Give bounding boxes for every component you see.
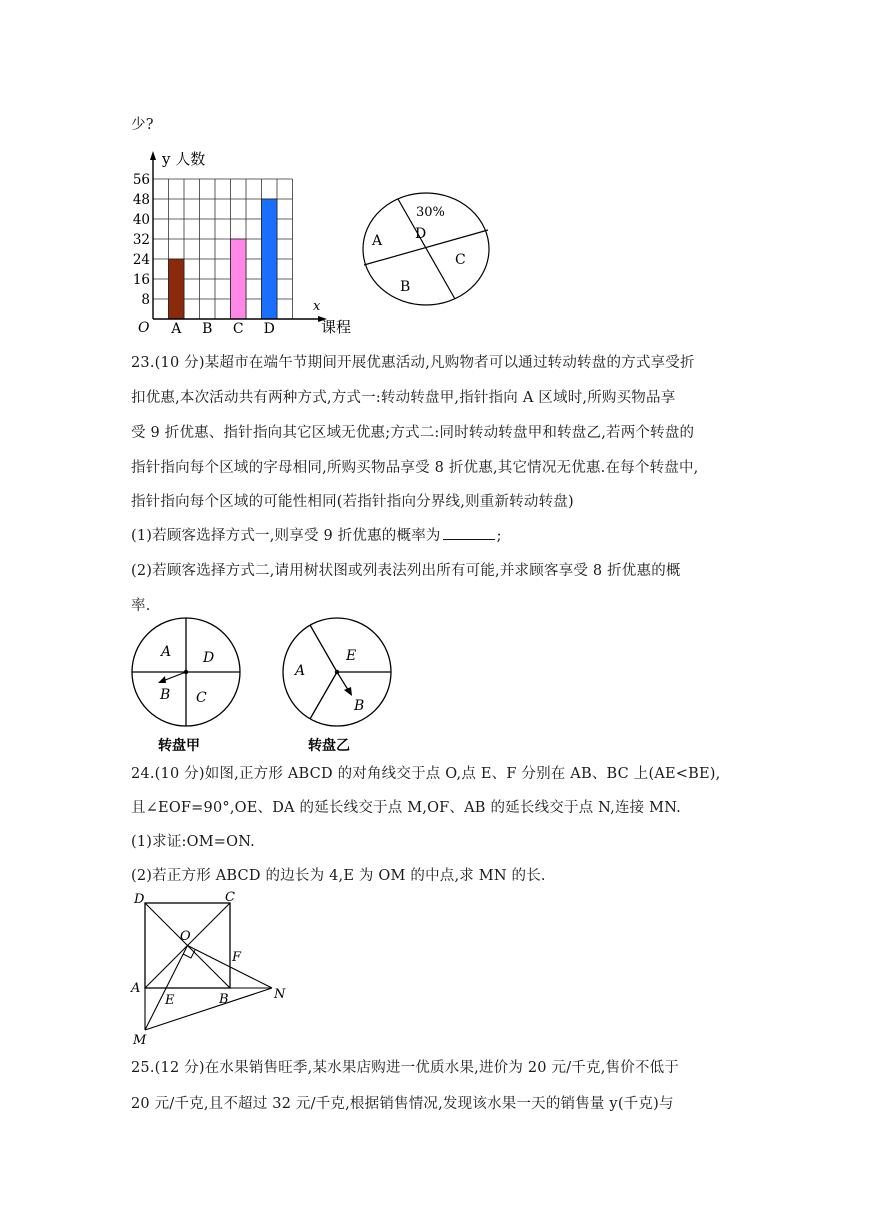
point-e: E [165, 993, 175, 1008]
question-continuation: 少? [131, 117, 154, 133]
pie-label-d: D [415, 226, 427, 242]
region-b: B [354, 698, 365, 714]
q24-part2: (2)若正方形 ABCD 的边长为 4,E 为 OM 的中点,求 MN 的长. [131, 868, 546, 884]
point-b: B [219, 992, 229, 1007]
pie-label-c: C [455, 252, 466, 268]
bar-d [262, 199, 278, 319]
pointer-arrow [158, 676, 166, 683]
region-e: E [346, 648, 357, 664]
region-a: A [161, 644, 172, 660]
origin-label: O [138, 320, 150, 336]
y-tick-label: 40 [132, 212, 150, 228]
answer-blank[interactable] [443, 527, 495, 540]
y-axis-label: y 人数 [162, 150, 206, 168]
x-tick-label: B [202, 321, 213, 337]
q23-part1-text: (1)若顾客选择方式一,则享受 9 折优惠的概率为 [131, 528, 441, 544]
pie-label-a: A [372, 233, 383, 249]
x-tick-label: A [171, 321, 182, 337]
y-tick-label: 32 [132, 232, 150, 248]
q23-line: 指针指向每个区域的可能性相同(若指针指向分界线,则重新转动转盘) [131, 494, 574, 510]
q24-part1: (1)求证:OM=ON. [131, 834, 255, 850]
q23-part1-end: ; [496, 528, 502, 544]
region-a: A [295, 663, 306, 679]
y-tick-label: 16 [132, 272, 150, 288]
q23-part2: (2)若顾客选择方式二,请用树状图或列表法列出所有可能,并求顾客享受 8 折优惠的概 [131, 563, 681, 579]
point-f: F [232, 950, 242, 965]
spinner-yi [281, 616, 396, 756]
q23-part1 [131, 524, 502, 545]
y-tick-label: 48 [132, 192, 150, 208]
q23-line: 扣优惠,本次活动共有两种方式,方式一:转动转盘甲,指针指向 A 区域时,所购买物品享 [131, 390, 676, 406]
point-a: A [131, 981, 141, 996]
y-axis-arrow [150, 151, 156, 160]
pie-percent: 30% [416, 205, 445, 220]
q23-line: 受 9 折优惠、指针指向其它区域无优惠;方式二:同时转动转盘甲和转盘乙,若两个转盘的 [131, 425, 695, 441]
point-m: M [133, 1033, 147, 1046]
q25-line: 20 元/千克,且不超过 32 元/千克,根据销售情况,发现该水果一天的销售量 y(千克)与 [131, 1096, 674, 1112]
x-axis-unit: 课程 [321, 318, 352, 336]
x-axis-var: x [313, 299, 321, 314]
region-b: B [160, 687, 171, 703]
q24-line: 24.(10 分)如图,正方形 ABCD 的对角线交于点 O,点 E、F 分别在 AB、BC 上(AE<BE), [131, 766, 721, 782]
x-tick-label: D [263, 321, 275, 337]
bar-chart [120, 142, 360, 342]
q23-line: 指针指向每个区域的字母相同,所购买物品享受 8 折优惠,其它情况无优惠.在每个转盘中, [131, 460, 699, 476]
pie-label-b: B [400, 279, 411, 295]
bar-a [169, 259, 185, 319]
point-d: D [134, 892, 145, 907]
spinner-jia [130, 616, 245, 756]
q24-line: 且∠EOF=90°,OE、DA 的延长线交于点 M,OF、AB 的延长线交于点 N,连接 MN. [131, 800, 681, 816]
spinner-caption: 转盘甲 [158, 738, 200, 754]
q23-part2-cont: 率. [131, 598, 151, 614]
spinner-caption: 转盘乙 [308, 738, 350, 754]
point-c: C [225, 890, 235, 905]
y-tick-label: 56 [132, 172, 150, 188]
y-tick-label: 8 [141, 292, 150, 308]
pointer-arrow [344, 687, 352, 696]
q25-line: 25.(12 分)在水果销售旺季,某水果店购进一优质水果,进价为 20 元/千克,售价不低于 [131, 1060, 680, 1076]
region-d: D [203, 650, 215, 666]
point-n: N [274, 987, 286, 1002]
pie-chart [362, 192, 492, 306]
square-geometry-figure [128, 886, 293, 1046]
x-tick-label: C [232, 321, 244, 337]
region-c: C [196, 690, 207, 706]
point-o: O [180, 929, 191, 944]
bar-c [231, 239, 247, 319]
q23-line: 23.(10 分)某超市在端午节期间开展优惠活动,凡购物者可以通过转动转盘的方式享受折 [131, 355, 695, 371]
y-tick-label: 24 [132, 252, 150, 268]
